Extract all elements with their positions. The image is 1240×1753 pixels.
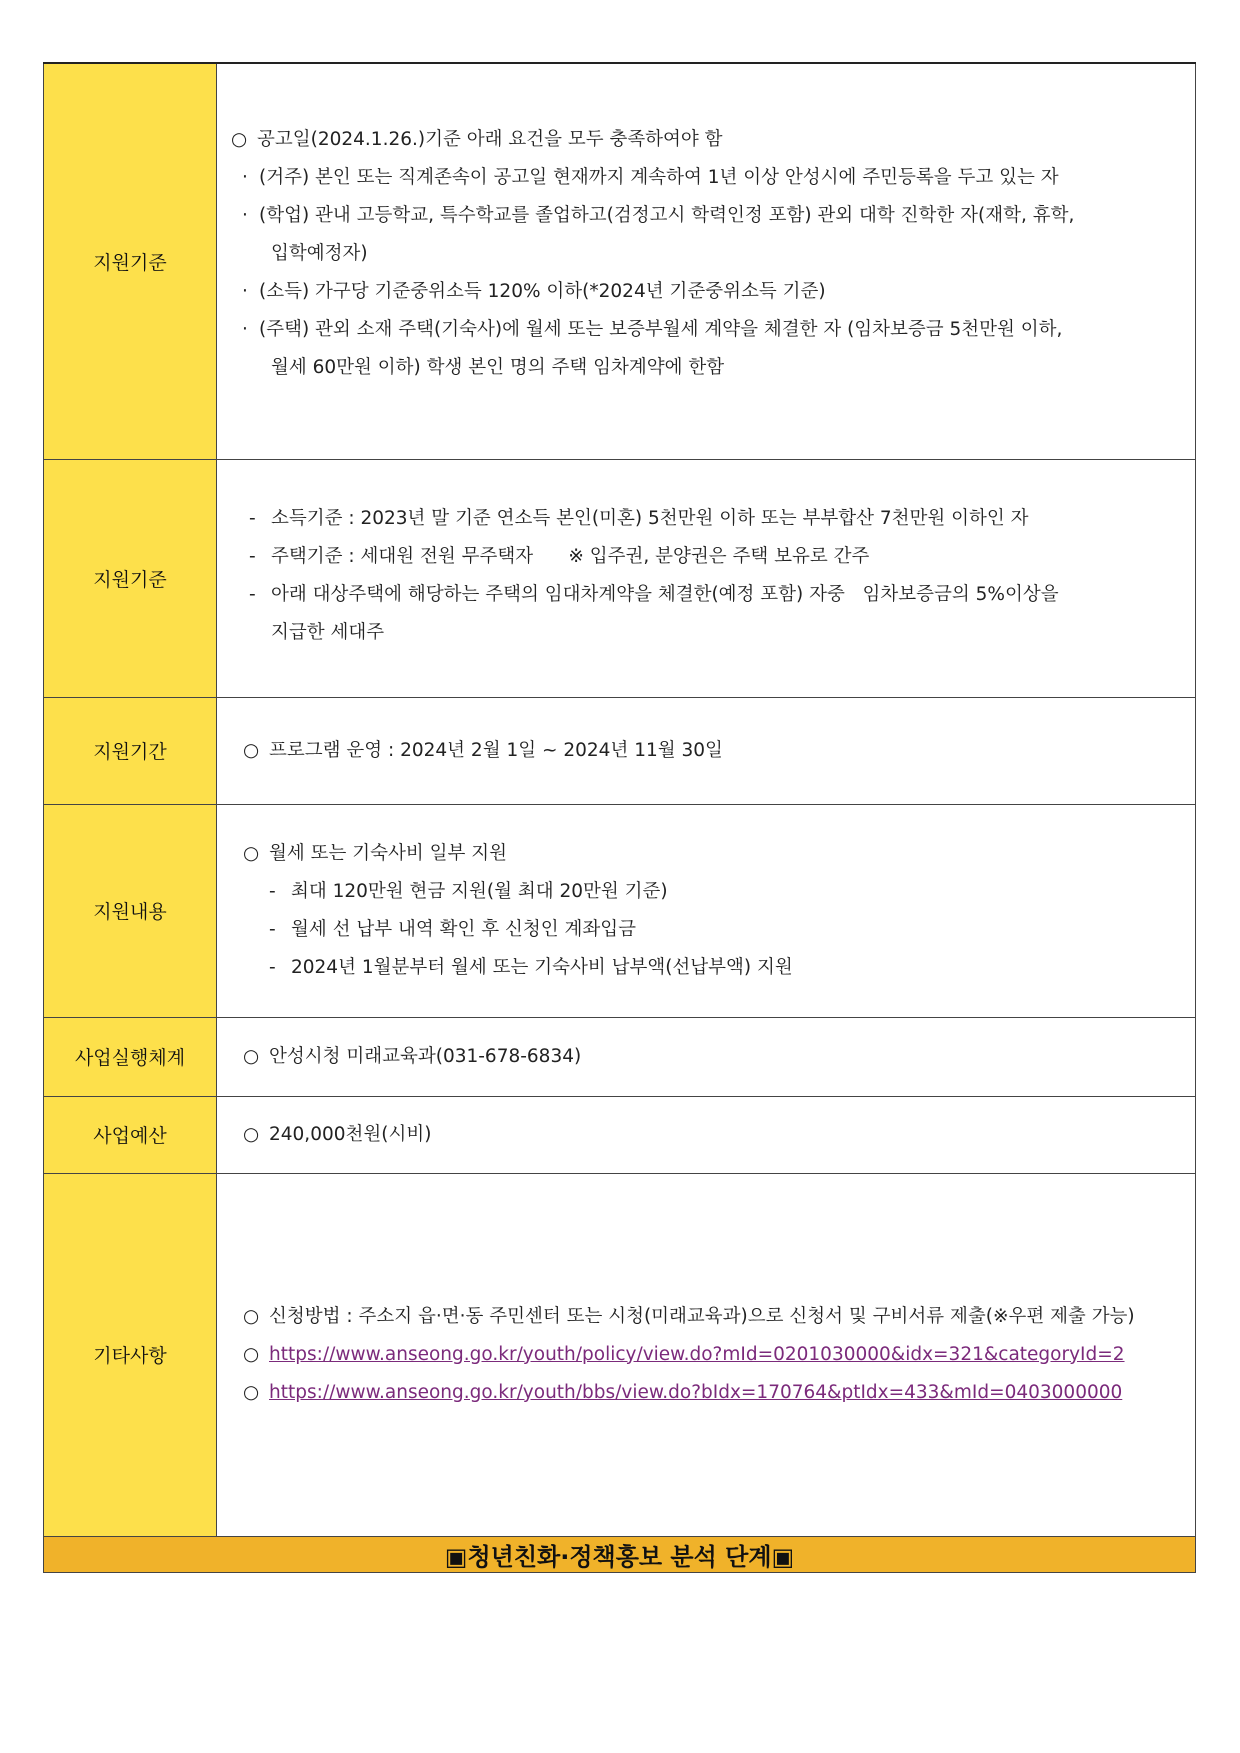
row-content xyxy=(217,63,1196,459)
row-system xyxy=(44,1017,1196,1096)
policy-table xyxy=(43,62,1196,1573)
list-item: - 아래 대상주택에 해당하는 주택의 임대차계약을 체결한(예정 포함) 자중 임차보증금의 5%이상을 xyxy=(249,584,1059,605)
row-etc xyxy=(44,1173,1196,1536)
list-item-continued: 월세 60만원 이하) 학생 본인 명의 주택 임차계약에 한함 xyxy=(271,357,725,379)
row-criteria-2 xyxy=(44,459,1196,697)
list-item: · (학업) 관내 고등학교, 특수학교를 졸업하고(검정고시 학력인정 포함) 관외 대학 진학한 자(재학, 휴학, xyxy=(242,205,1075,227)
list-item: - 주택기준 : 세대원 전원 무주택자 ※ 입주권, 분양권은 주택 보유로 간주 xyxy=(249,546,870,567)
list-item: · (소득) 가구당 기준중위소득 120% 이하(*2024년 기준중위소득 기준) xyxy=(242,281,826,303)
lead-text: ○ 공고일(2024.1.26.)기준 아래 요건을 모두 충족하여야 함 xyxy=(231,121,1181,159)
apply-method-text: ○ 신청방법 : 주소지 읍·면·동 주민센터 또는 시청(미래교육과)으로 신청서 및 구비서류 제출(※우편 제출 가능) xyxy=(243,1298,1181,1336)
section-footer-title: ▣청년친화·정책홍보 분석 단계▣ xyxy=(44,1536,1196,1572)
row-label: 기타사항 xyxy=(44,1173,217,1536)
row-criteria-1 xyxy=(44,63,1196,459)
row-content xyxy=(217,1096,1196,1173)
row-label: 지원기준 xyxy=(44,459,217,697)
list-item: - 최대 120만원 현금 지원(월 최대 20만원 기준) xyxy=(269,880,668,902)
list-item: - 월세 선 납부 내역 확인 후 신청인 계좌입금 xyxy=(269,918,636,940)
link-row xyxy=(243,1336,1181,1374)
list-item: · (주택) 관외 소재 주택(기숙사)에 월세 또는 보증부월세 계약을 체결한 자 (임차보증금 5천만원 이하, xyxy=(242,319,1063,341)
row-label: 지원내용 xyxy=(44,804,217,1017)
system-text: ○ 안성시청 미래교육과(031-678-6834) xyxy=(243,1038,1181,1076)
row-footer xyxy=(44,1536,1196,1572)
row-content xyxy=(217,1173,1196,1536)
row-content xyxy=(217,1017,1196,1096)
lead-text: ○ 월세 또는 기숙사비 일부 지원 xyxy=(243,835,1181,873)
row-budget xyxy=(44,1096,1196,1173)
list-item-continued: 지급한 세대주 xyxy=(271,622,385,643)
row-label: 사업실행체계 xyxy=(44,1017,217,1096)
link-row xyxy=(243,1374,1181,1412)
row-label: 사업예산 xyxy=(44,1096,217,1173)
list-item-continued: 입학예정자) xyxy=(271,243,368,265)
list-item: · (거주) 본인 또는 직계존속이 공고일 현재까지 계속하여 1년 이상 안성시에 주민등록을 두고 있는 자 xyxy=(242,167,1059,189)
row-label: 지원기준 xyxy=(44,63,217,459)
row-period xyxy=(44,697,1196,804)
list-item: - 소득기준 : 2023년 말 기준 연소득 본인(미혼) 5천만원 이하 또는 부부합산 7천만원 이하인 자 xyxy=(249,508,1029,529)
policy-link[interactable]: https://www.anseong.go.kr/youth/policy/view.do?mId=0201030000&idx=321&categoryId=2 xyxy=(269,1343,1125,1365)
row-content xyxy=(44,804,1196,1017)
row-label: 지원기간 xyxy=(44,697,217,804)
budget-text: ○ 240,000천원(시비) xyxy=(243,1116,1181,1154)
bbs-link[interactable]: https://www.anseong.go.kr/youth/bbs/view.do?bIdx=170764&ptIdx=433&mId=0403000000 xyxy=(269,1381,1123,1403)
row-content xyxy=(217,697,1196,804)
row-content-cell xyxy=(217,804,1196,1017)
list-item: - 2024년 1월분부터 월세 또는 기숙사비 납부액(선납부액) 지원 xyxy=(269,956,793,978)
period-text: ○ 프로그램 운영 : 2024년 2월 1일 ~ 2024년 11월 30일 xyxy=(243,732,1181,770)
row-content xyxy=(217,459,1196,697)
